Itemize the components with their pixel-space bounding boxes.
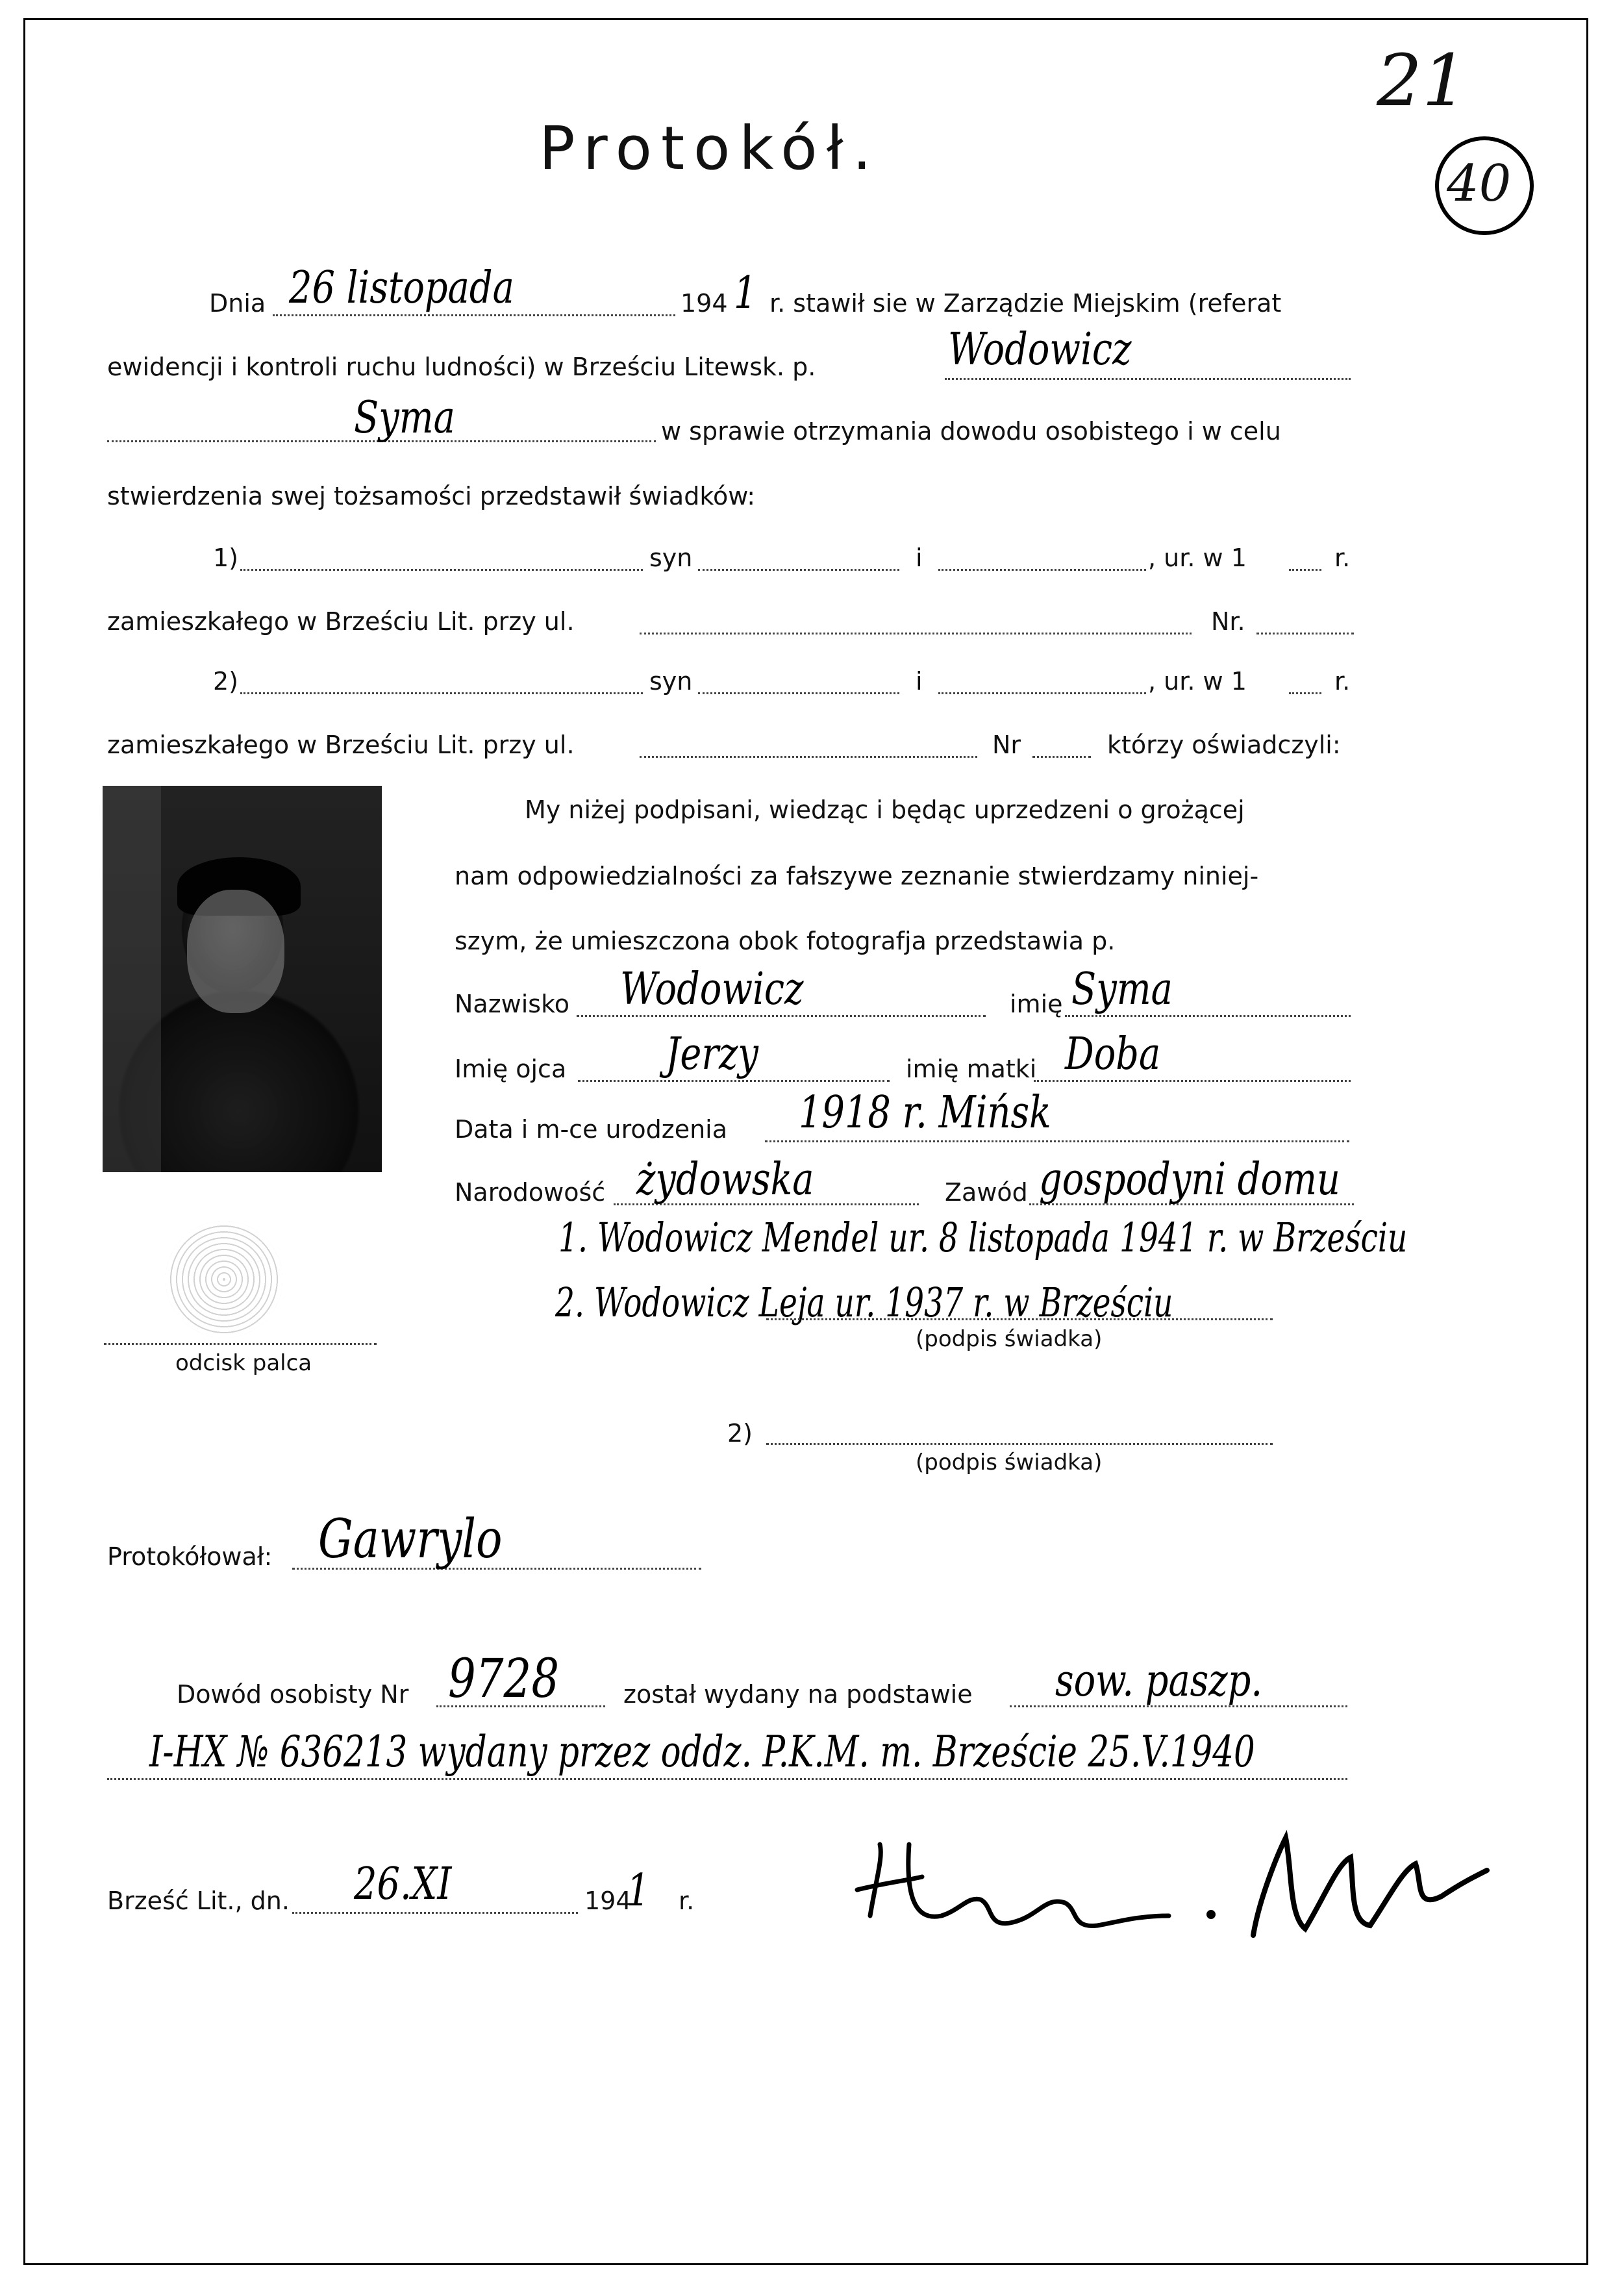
witness2-father-blank: [698, 692, 899, 694]
address1-nr: Nr.: [1211, 607, 1245, 636]
identity-photo: [103, 786, 382, 1172]
declaration-line-1: My niżej podpisani, wiedząc i będąc uprzedzeni o grożącej: [525, 796, 1245, 824]
dowod-nr-handwritten: 9728: [448, 1648, 560, 1710]
witness2-year-blank: [1289, 692, 1321, 694]
closing-date-blank: [292, 1912, 578, 1914]
nazwisko-label: Nazwisko: [455, 990, 569, 1018]
year-handwritten: 1: [734, 268, 757, 319]
address1-nr-blank: [1256, 633, 1354, 634]
protokolowal-handwritten: Gawrylo: [318, 1509, 503, 1570]
imie-label: imię: [1010, 990, 1063, 1018]
page-number-circled: [1435, 136, 1534, 235]
line2-text: ewidencji i kontroli ruchu ludności) w Brześciu Litewsk. p.: [107, 353, 816, 381]
declaration-line-2: nam odpowiedzialności za fałszywe zeznanie stwierdzamy niniej-: [455, 862, 1259, 890]
witness1-father-blank: [698, 569, 899, 571]
narodowosc-label: Narodowość: [455, 1178, 606, 1207]
witness1-mother-blank: [938, 569, 1146, 571]
photo-background: [103, 786, 161, 1172]
closing-year-handwritten: 1: [627, 1865, 650, 1916]
witness1-signature-line: [766, 1318, 1273, 1320]
narodowosc-handwritten: żydowska: [636, 1154, 814, 1205]
year-prefix: 194: [681, 289, 728, 318]
witness2-number: 2): [213, 667, 239, 696]
closing-label: Brześć Lit., dn.: [107, 1887, 290, 1915]
surname-blank: [945, 378, 1351, 380]
witness2-signature-caption: (podpis świadka): [916, 1449, 1103, 1475]
witness2-mother-blank: [938, 692, 1146, 694]
applicant-signature: [831, 1818, 1493, 1961]
witness1-signature-caption: (podpis świadka): [916, 1326, 1103, 1352]
closing-year-prefix: 194: [584, 1887, 632, 1915]
data-handwritten: 1918 r. Mińsk: [799, 1087, 1051, 1138]
data-label: Data i m-ce urodzenia: [455, 1115, 728, 1144]
protokolowal-label: Protokółował:: [107, 1542, 273, 1571]
line1-text: r. stawił sie w Zarządzie Miejskim (referat: [769, 289, 1282, 318]
dowod-line2-blank: [107, 1778, 1347, 1780]
dowod-label: Dowód osobisty Nr: [177, 1680, 409, 1709]
witness1-signature-handwritten: 1. Wodowicz Mendel ur. 8 listopada 1941 r. w Brześciu: [558, 1214, 1408, 1261]
witness1-year-blank: [1289, 569, 1321, 571]
ojca-label: Imię ojca: [455, 1055, 567, 1083]
address2-nr-blank: [1032, 756, 1091, 758]
page-title: Protokół.: [539, 114, 881, 183]
witness2-syn: syn: [649, 667, 693, 696]
witness1-number: 1): [213, 544, 239, 572]
closing-r: r.: [679, 1887, 695, 1915]
witness2-r: r.: [1334, 667, 1351, 696]
firstname-handwritten: Syma: [354, 392, 455, 444]
address2-nr: Nr: [992, 731, 1021, 759]
witness2-name-blank: [240, 692, 643, 694]
witness1-syn: syn: [649, 544, 693, 572]
matki-blank: [1034, 1080, 1351, 1082]
ojca-handwritten: Jerzy: [666, 1029, 758, 1080]
page-number-circled-text: 40: [1447, 155, 1512, 213]
address2-street-blank: [640, 756, 977, 758]
closing-date-handwritten: 26.XI: [354, 1859, 452, 1910]
witness1-ur: , ur. w 1: [1148, 544, 1247, 572]
dowod-basis-handwritten: sow. paszp.: [1055, 1655, 1263, 1707]
zawod-label: Zawód: [945, 1178, 1028, 1207]
nazwisko-handwritten: Wodowicz: [620, 964, 804, 1015]
ojca-blank: [578, 1080, 890, 1082]
dowod-mid: został wydany na podstawie: [623, 1680, 973, 1709]
matki-handwritten: Doba: [1065, 1029, 1161, 1080]
page-number: 21: [1377, 39, 1468, 122]
matki-label: imię matki: [906, 1055, 1037, 1083]
dnia-label: Dnia: [209, 289, 266, 318]
dowod-line2-handwritten: I-HX № 636213 wydany przez oddz. P.K.M. m. Brzeście 25.V.1940: [149, 1727, 1255, 1777]
witness1-i: i: [916, 544, 923, 572]
address1-label: zamieszkałego w Brześciu Lit. przy ul.: [107, 607, 575, 636]
address2-tail: którzy oświadczyli:: [1107, 731, 1341, 759]
address2-label: zamieszkałego w Brześciu Lit. przy ul.: [107, 731, 575, 759]
witness2-signature-number: 2): [727, 1419, 753, 1448]
line3-text: w sprawie otrzymania dowodu osobistego i w celu: [661, 417, 1281, 446]
witness2-signature-handwritten: 2. Wodowicz Leja ur. 1937 r. w Brześciu: [555, 1279, 1173, 1326]
date-handwritten: 26 listopada: [289, 262, 514, 314]
witness1-r: r.: [1334, 544, 1351, 572]
address1-street-blank: [640, 633, 1192, 634]
fingerprint-line: [104, 1343, 377, 1345]
zawod-handwritten: gospodyni domu: [1039, 1154, 1340, 1205]
nazwisko-blank: [577, 1015, 986, 1017]
witness1-name-blank: [240, 569, 643, 571]
fingerprint-label: odcisk palca: [175, 1350, 312, 1376]
witness2-i: i: [916, 667, 923, 696]
photo-face: [187, 890, 284, 1013]
fingerprint-mark: [166, 1221, 282, 1338]
witness2-ur: , ur. w 1: [1148, 667, 1247, 696]
date-blank: [273, 314, 675, 316]
surname-handwritten: Wodowicz: [948, 324, 1132, 375]
line4-text: stwierdzenia swej tożsamości przedstawił świadków:: [107, 482, 756, 510]
data-blank: [765, 1140, 1349, 1142]
witness2-signature-line: [766, 1443, 1273, 1445]
declaration-line-3: szym, że umieszczona obok fotografja przedstawia p.: [455, 927, 1116, 955]
imie-blank: [1065, 1015, 1351, 1017]
imie-handwritten: Syma: [1071, 964, 1173, 1015]
